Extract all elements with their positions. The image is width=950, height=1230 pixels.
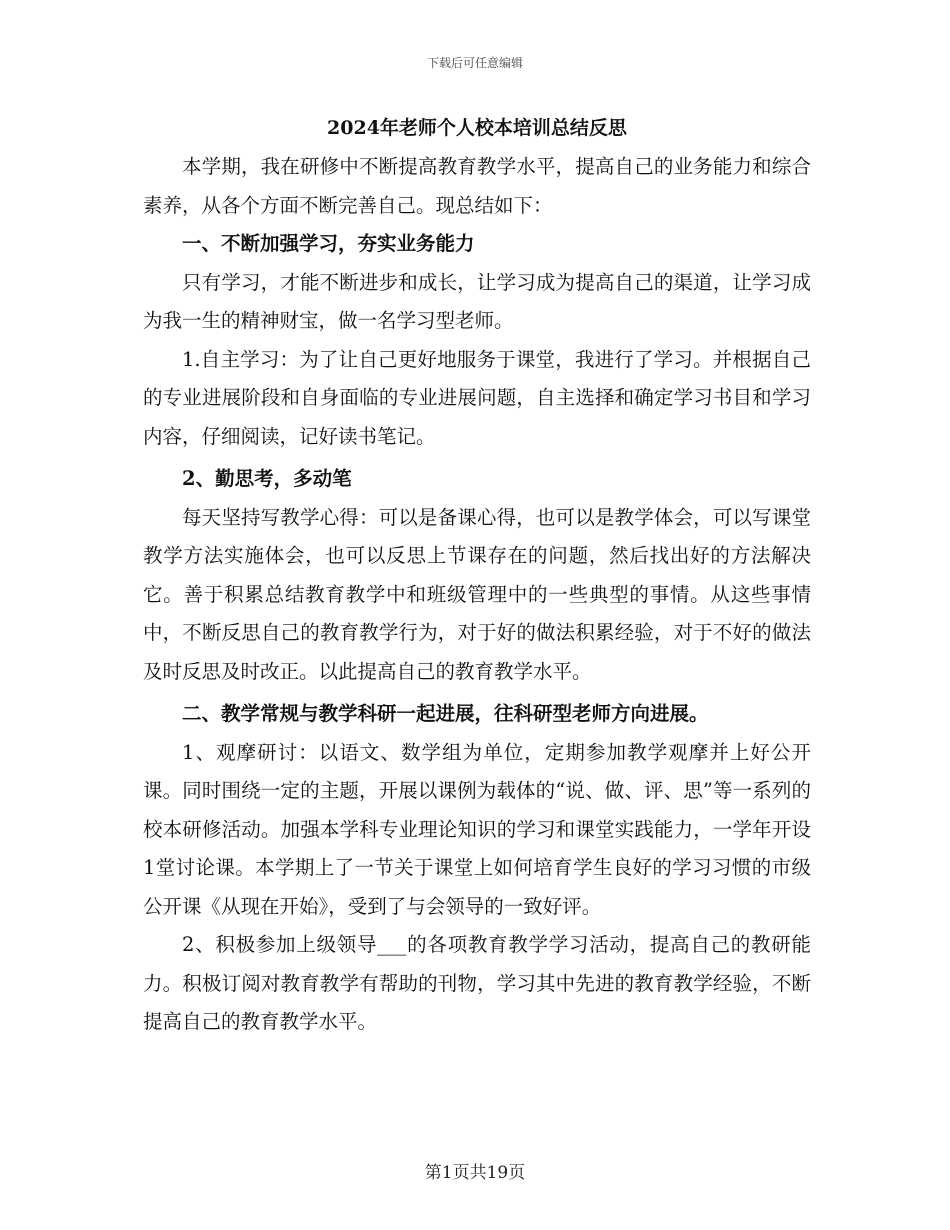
section-1-subheading: 2、勤思考，多动笔 [182,467,352,490]
section-1-heading: 一、不断加强学习，夯实业务能力 [182,232,475,255]
page-number: 第1页共19页 [424,1163,526,1183]
section-2-heading: 二、教学常规与教学科研一起进展，往科研型老师方向进展。 [182,702,709,725]
section-2-paragraph-2: 2、积极参加上级领导___的各项教育教学学习活动，提高自己的教研能力。积极订阅对教育教学有帮助的刊物，学习其中先进的教育教学经验，不断提高自己的教育教学水平。 [143,933,811,1033]
intro-paragraph: 本学期，我在研修中不断提高教育教学水平，提高自己的业务能力和综合素养，从各个方面不断完善自己。现总结如下： [143,155,811,217]
document-body [143,114,811,1042]
page-header-note: 下载后可任意编辑 [426,56,523,70]
section-1-paragraph-3: 每天坚持写教学心得：可以是备课心得，也可以是教学体会，可以写课堂教学方法实施体会，也可以反思上节课存在的问题，然后找出好的方法解决它。善于积累总结教育教学中和班级管理中的一些典型的事情。从这些事情中，不断反思自己的教育教学行为，对于好的做法积累经验，对于不好的做法及时反思及时改正。以此提高自己的教育教学水平。 [143,505,811,683]
section-1-paragraph-1: 只有学习，才能不断进步和成长，让学习成为提高自己的渠道，让学习成为我一生的精神财宝，做一名学习型老师。 [143,270,811,332]
section-1-paragraph-2: 1.自主学习：为了让自己更好地服务于课堂，我进行了学习。并根据自己的专业进展阶段和自身面临的专业进展问题，自主选择和确定学习书目和学习内容，仔细阅读，记好读书笔记。 [143,347,811,448]
document-title: 2024年老师个人校本培训总结反思 [327,117,627,139]
section-2-paragraph-1: 1、观摩研讨：以语文、数学组为单位，定期参加教学观摩并上好公开课。同时围绕一定的主题，开展以课例为载体的“说、做、评、思”等一系列的校本研修活动。加强本学科专业理论知识的学习和课堂实践能力，一学年开设1堂讨论课。本学期上了一节关于课堂上如何培育学生良好的学习习惯的市级公开课《从现在开始》，受到了与会领导的一致好评。 [143,740,811,918]
